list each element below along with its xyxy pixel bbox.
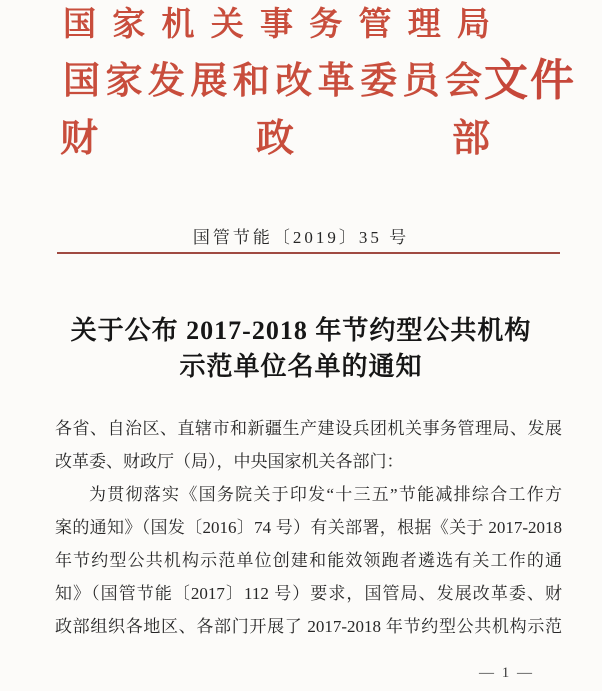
agency-name-line3: 财 政 部 (60, 118, 490, 160)
agency-name-line1: 国 家 机 关 事 务 管 理 局 (63, 7, 490, 43)
document-number: 国管节能〔2019〕35 号 (192, 228, 410, 247)
page-number: — 1 — (479, 665, 534, 681)
paragraph-line-5: 政部组织各地区、各部门开展了 2017-2018 年节约型公共机构示范 (55, 617, 562, 636)
document-body (55, 412, 562, 643)
paragraph-line-2: 案的通知》（国发〔2016〕74 号）有关部署，根据《关于 2017-2018 (55, 518, 562, 537)
document-title-line2: 示范单位名单的通知 (179, 352, 423, 381)
salutation-line-2: 改革委、财政厅（局），中央国家机关各部门： (55, 452, 404, 471)
paragraph-line-3: 年节约型公共机构示范单位创建和能效领跑者遴选有关工作的通 (55, 551, 562, 570)
document-title-line1: 关于公布 2017-2018 年节约型公共机构 (70, 316, 532, 345)
agency-name-line2: 国 家 发 展 和 改 革 委 员 会 (63, 61, 482, 102)
paragraph-line-4: 知》（国管节能〔2017〕112 号）要求，国管局、发展改革委、财 (55, 584, 562, 603)
red-separator-line (57, 252, 560, 254)
document-title (0, 313, 602, 385)
salutation-line-1: 各省、自治区、直辖市和新疆生产建设兵团机关事务管理局、发展 (55, 419, 562, 438)
doc-type-label: 文件 (484, 56, 576, 105)
paragraph-line-1: 为贯彻落实《国务院关于印发“十三五”节能减排综合工作方 (89, 485, 562, 504)
